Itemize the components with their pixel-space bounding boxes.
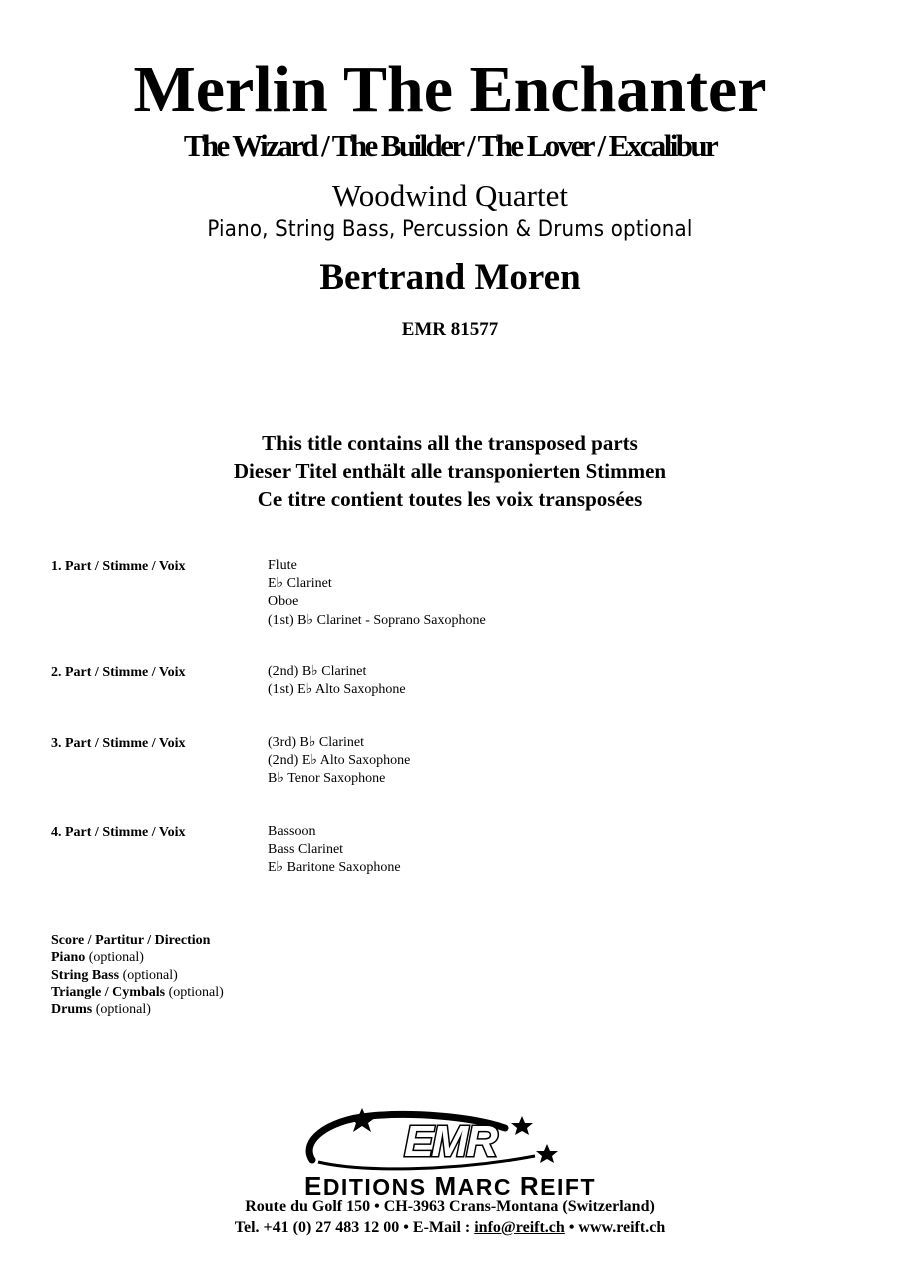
publisher-contact — [0, 1218, 900, 1238]
list-item: Flute — [268, 558, 297, 573]
list-item: (1st) B♭ Clarinet - Soprano Saxophone — [268, 612, 486, 628]
instrumentation: Piano, String Bass, Percussion & Drums optional — [207, 217, 693, 242]
list-item: Oboe — [268, 594, 299, 610]
list-item: E♭ Baritone Saxophone — [268, 860, 401, 876]
email-link[interactable]: info@reift.ch — [474, 1219, 565, 1236]
part-4-instruments — [268, 823, 401, 878]
score-label: Score / Partitur / Direction — [51, 933, 211, 948]
percussion-label: Triangle / Cymbals — [51, 984, 166, 1000]
publisher-address: Route du Golf 150 • CH-3963 Crans-Montana (Switzerland) — [245, 1198, 655, 1215]
list-item: (2nd) B♭ Clarinet — [268, 664, 367, 679]
subtitle: The Wizard / The Builder / The Lover / Excalibur — [183, 128, 717, 163]
score-extras — [51, 932, 224, 1018]
notice-english: This title contains all the transposed parts — [262, 431, 638, 455]
part-4-label: 4. Part / Stimme / Voix — [51, 825, 186, 840]
emr-logo — [300, 1108, 562, 1174]
notice-german: Dieser Titel enthält alle transponierten Stimmen — [233, 459, 667, 483]
optional-note: (optional) — [122, 967, 178, 983]
list-item: B♭ Tenor Saxophone — [268, 771, 386, 787]
list-item: E♭ Clarinet — [268, 576, 332, 592]
notice-french: Ce titre contient toutes les voix transposées — [257, 487, 643, 511]
string-bass-label: String Bass — [51, 967, 120, 983]
list-item: (1st) E♭ Alto Saxophone — [268, 682, 406, 698]
ensemble: Woodwind Quartet — [332, 178, 568, 213]
list-item: Bass Clarinet — [268, 842, 344, 858]
logo-text: EMR — [404, 1117, 496, 1166]
catalog-number: EMR 81577 — [401, 319, 499, 340]
optional-note: (optional) — [88, 950, 144, 966]
web-text: • www.reift.ch — [564, 1219, 666, 1236]
page-title: Merlin The Enchanter — [133, 53, 767, 126]
publisher-name: EDITIONS MARC REIFT — [303, 1171, 597, 1201]
list-item: (2nd) E♭ Alto Saxophone — [268, 753, 411, 769]
part-3-label: 3. Part / Stimme / Voix — [51, 736, 186, 751]
optional-note: (optional) — [168, 984, 224, 1000]
composer: Bertrand Moren — [319, 257, 581, 298]
optional-note: (optional) — [95, 1002, 151, 1018]
tel-text: Tel. +41 (0) 27 483 12 00 • E-Mail : — [234, 1219, 475, 1236]
part-1-label: 1. Part / Stimme / Voix — [51, 559, 186, 574]
list-item: Bassoon — [268, 824, 316, 839]
part-1-instruments — [268, 557, 486, 630]
piano-label: Piano — [51, 950, 86, 966]
drums-label: Drums — [51, 1002, 93, 1018]
list-item: (3rd) B♭ Clarinet — [268, 735, 365, 750]
part-3-instruments — [268, 734, 410, 789]
part-2-instruments — [268, 663, 406, 699]
part-2-label: 2. Part / Stimme / Voix — [51, 665, 186, 680]
